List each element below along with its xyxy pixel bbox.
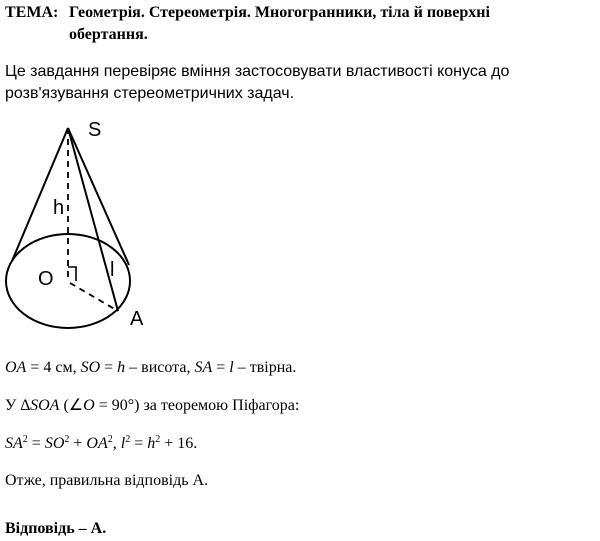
sa-symbol: SA — [194, 359, 213, 376]
equals: = — [130, 435, 148, 452]
sa-equals: = — [212, 359, 230, 376]
equals: = — [27, 435, 45, 452]
exponent: 2 — [155, 434, 161, 445]
cone-figure — [0, 115, 160, 330]
l-symbol: l — [229, 359, 234, 376]
right-angle-mark — [68, 267, 76, 281]
triangle-suffix: = 90°) за теоремою Піфагора: — [94, 397, 300, 414]
cone-base-ellipse — [6, 234, 130, 328]
plus-sixteen: + 16. — [160, 435, 198, 452]
exponent: 2 — [64, 434, 70, 445]
conclusion-text: Отже, правильна відповідь А. — [5, 472, 209, 489]
label-A: A — [130, 308, 144, 330]
answer-text: Відповідь – А. — [5, 520, 107, 537]
h-symbol: h — [147, 435, 156, 452]
given-line — [5, 357, 296, 379]
h-symbol: h — [117, 359, 126, 376]
exponent: 2 — [22, 434, 28, 445]
triangle-name: SOA — [30, 397, 60, 414]
l-symbol: l — [120, 435, 126, 452]
label-l: l — [110, 259, 115, 281]
angle-name: O — [83, 397, 95, 414]
so-symbol: SO — [80, 359, 101, 376]
pythagoras-line — [5, 433, 197, 455]
slant-height-SA — [68, 128, 118, 311]
so-symbol: SO — [44, 435, 65, 452]
topic-heading — [5, 2, 490, 43]
exponent: 2 — [125, 434, 131, 445]
intro-text: Це завдання перевіряє вміння застосовувати властивості конуса до розв'язування стереометричних задач. — [5, 63, 510, 102]
separator: , — [112, 435, 121, 452]
label-h: h — [53, 197, 65, 219]
plus: + — [69, 435, 87, 452]
cone-left-generatrix — [12, 128, 68, 261]
triangle-prefix: У ∆ — [5, 397, 31, 414]
cone-right-generatrix — [68, 128, 129, 265]
triangle-line — [5, 395, 299, 417]
oa-symbol: OA — [5, 359, 27, 376]
oa-value: = 4 см, — [26, 359, 81, 376]
sa-note: – твірна. — [233, 359, 297, 376]
so-note: – висота, — [125, 359, 195, 376]
label-S: S — [88, 119, 102, 141]
oa-symbol: OA — [86, 435, 108, 452]
so-equals: = — [100, 359, 118, 376]
topic-title-line1: Геометрія. Стереометрія. Многогранники, тіла й поверхні — [69, 4, 490, 21]
label-O: O — [38, 268, 54, 290]
angle-prefix: (∠ — [59, 397, 84, 414]
topic-label: ТЕМА: — [5, 4, 59, 21]
sa-symbol: SA — [5, 435, 23, 452]
topic-title-line2: обертання. — [69, 26, 148, 43]
exponent: 2 — [107, 434, 113, 445]
